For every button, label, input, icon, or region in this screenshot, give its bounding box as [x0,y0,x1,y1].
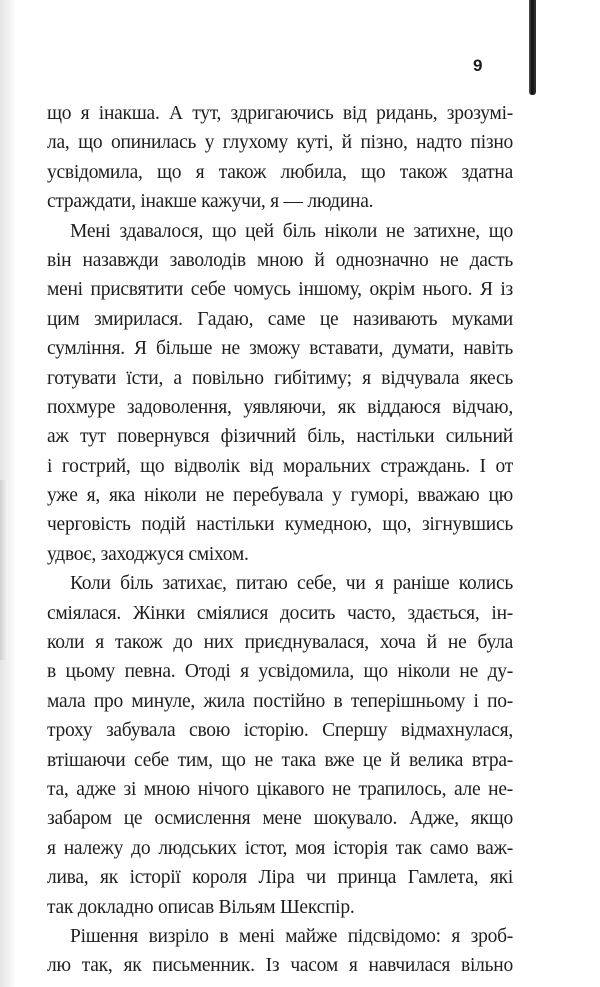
text-line: Рішення визріло в мені майже підсвідомо: я зроб- [70,925,513,947]
text-line: лива, як історії короля Ліра чи принца Гамлета, які [47,867,513,889]
text-line: лю так, як письменник. Із часом я навчилася вільно [47,955,513,977]
page-left-edge-shadow-dark [0,480,8,660]
text-line: уже я, яка ніколи не перебувала у гуморі, вважаю цю [47,485,513,507]
paragraph [47,922,513,981]
paragraph [47,217,513,570]
binding-mark [529,0,536,95]
text-line: ла, що опинилась у глухому куті, й пізно, надто пізно [47,132,513,154]
text-line: та, адже зі мною нічого цікавого не трапилось, але не- [47,778,513,800]
body-text [47,99,513,981]
paragraph [47,569,513,922]
text-line: удвоє, заходжуся сміхом. [47,543,249,565]
text-line: мені присвятити себе чомусь іншому, окрім нього. Я із [47,279,513,301]
text-line: черговість подій настільки кумедною, що, зігнувшись [47,514,513,536]
text-line: втішаючи себе тим, що не така вже це й велика втра- [47,749,513,771]
text-line: аж тут повернувся фізичний біль, настільки сильний [47,426,513,448]
paragraph [47,99,513,217]
text-line: забаром це осмислення мене шокувало. Адже, якщо [47,808,513,830]
text-line: готувати їсти, а повільно гибітиму; я відчувала якесь [47,367,513,389]
text-line: я належу до людських істот, моя історія так само важ- [47,837,513,859]
text-line: коли я також до них приєднувалася, хоча й не була [47,632,513,654]
text-line: мала про минуле, жила постійно в теперішньому і по- [47,690,513,712]
text-line: похмуре задоволення, уявляючи, як віддаюся відчаю, [47,396,513,418]
text-line: Мені здавалося, що цей біль ніколи не затихне, що [70,220,513,242]
text-line: Коли біль затихає, питаю себе, чи я раніше колись [70,573,513,595]
text-line: він назавжди заволодів мною й однозначно не дасть [47,249,513,271]
text-line: страждати, інакше кажучи, я — людина. [47,191,374,213]
text-line: і гострий, що відволік від моральних страждань. І от [47,455,513,477]
text-line: троху забувала свою історію. Спершу відмахнулася, [47,720,513,742]
page-number: 9 [473,56,483,75]
text-line: так докладно описав Вільям Шекспір. [47,896,355,918]
text-line: цим змирилася. Гадаю, саме це називають муками [47,308,513,330]
text-line: в цьому певна. Отоді я усвідомила, що ніколи не ду- [47,661,513,683]
text-line: сміялася. Жінки сміялися досить часто, здається, ін- [47,602,513,624]
text-line: що я інакша. А тут, здригаючись від ридань, зрозумі- [47,103,513,124]
text-line: усвідомила, що я також любила, що також здатна [47,161,513,183]
text-line: сумління. Я більше не зможу вставати, думати, навіть [47,338,513,360]
